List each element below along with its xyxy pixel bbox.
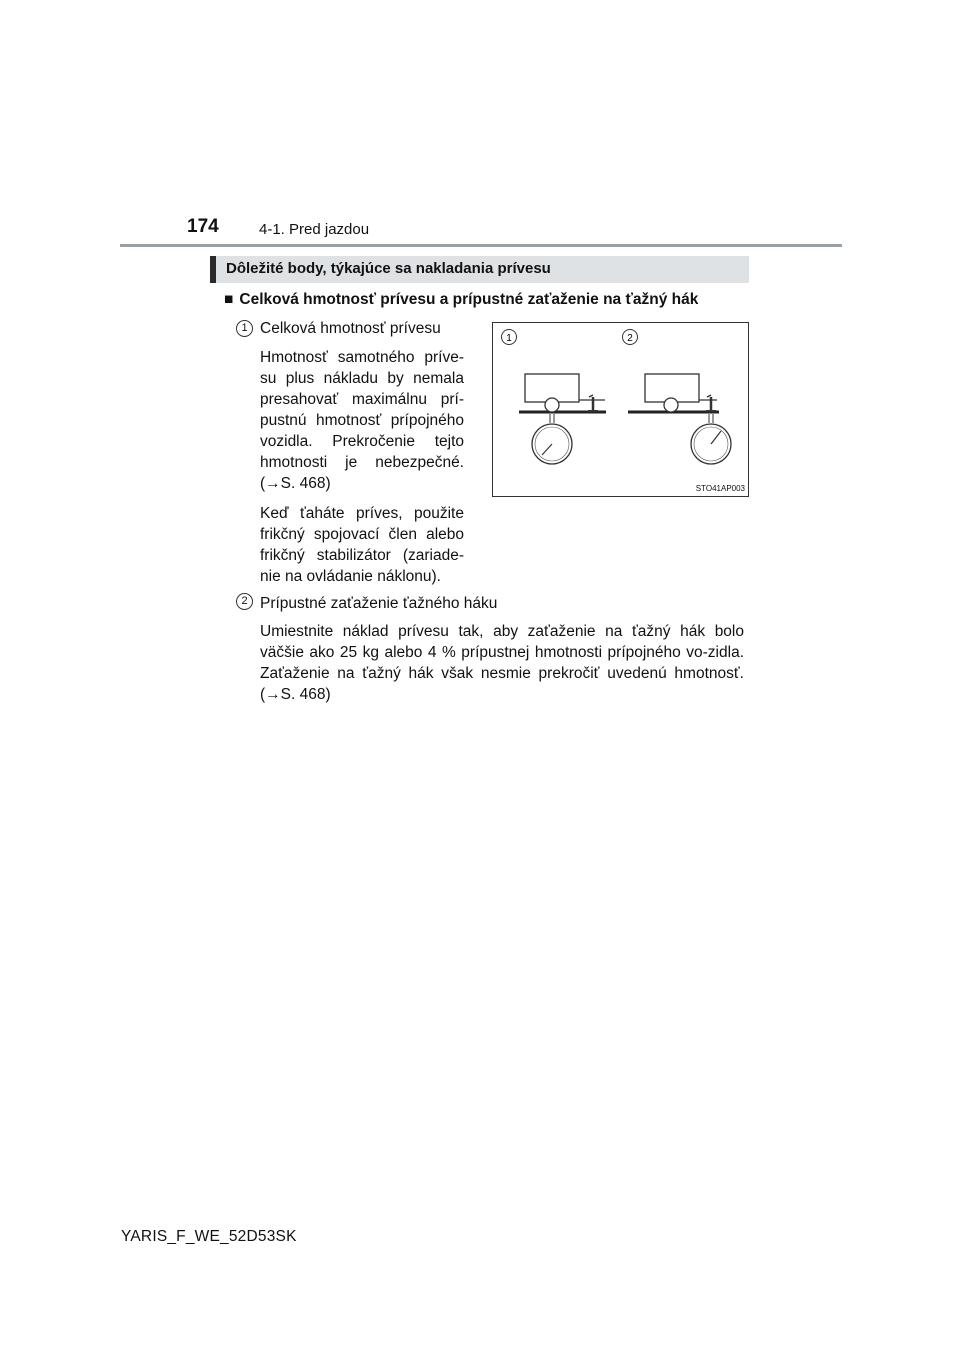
square-bullet-icon: ■: [224, 291, 234, 308]
trailer-wheel-2: [664, 398, 678, 412]
item-2-paragraph-1: Umiestnite náklad prívesu tak, aby zaťaženie na ťažný hák bolo väčšie ako 25 kg alebo 4 % prípustnej hmotnosti prípojného vo-zidla. Zaťaženie na ťažný hák však nesmie prekročiť uvedenú hmotnosť. (→S. 468): [260, 623, 744, 703]
item-1-paragraph-1: Hmotnosť samotného príve-su plus nákladu by nemala presahovať maximálnu prí-pustnú hmotnosť prípojného vozidla. Prekročenie tejto hmotnosti je nebezpečné. (→S. 468): [260, 349, 464, 492]
subheading-text: Celková hmotnosť prívesu a prípustné zaťaženie na ťažný hák: [239, 291, 699, 308]
chapter-label: 4-1. Pred jazdou: [259, 221, 370, 238]
trailer-scale-illustration: [493, 323, 748, 496]
callout-label-1: 1: [506, 333, 512, 344]
trailer-wheel-1: [545, 398, 559, 412]
item-number-2: 2: [236, 593, 253, 610]
item-1-paragraph-2: Keď ťaháte príves, použite frikčný spojovací člen alebo frikčný stabilizátor (zariade-nie na ovládanie náklonu).: [260, 505, 464, 585]
header-divider: [120, 244, 842, 247]
figure-code: STO41AP003: [695, 484, 745, 493]
item-2-title: Prípustné zaťaženie ťažného háku: [260, 595, 498, 612]
support-leg-top-2: [707, 395, 711, 397]
support-leg-top-1: [589, 395, 593, 397]
item-number-1: 1: [236, 320, 253, 337]
document-code: YARIS_F_WE_52D53SK: [121, 1228, 297, 1245]
callout-label-2: 2: [627, 333, 633, 344]
section-title: Dôležité body, týkajúce sa nakladania prívesu: [226, 260, 551, 277]
towing-diagram: [492, 322, 749, 497]
item-1-title: Celková hmotnosť prívesu: [260, 320, 441, 337]
page-number: 174: [187, 216, 219, 237]
section-title-bar: [210, 256, 749, 283]
subheading: [224, 291, 698, 309]
